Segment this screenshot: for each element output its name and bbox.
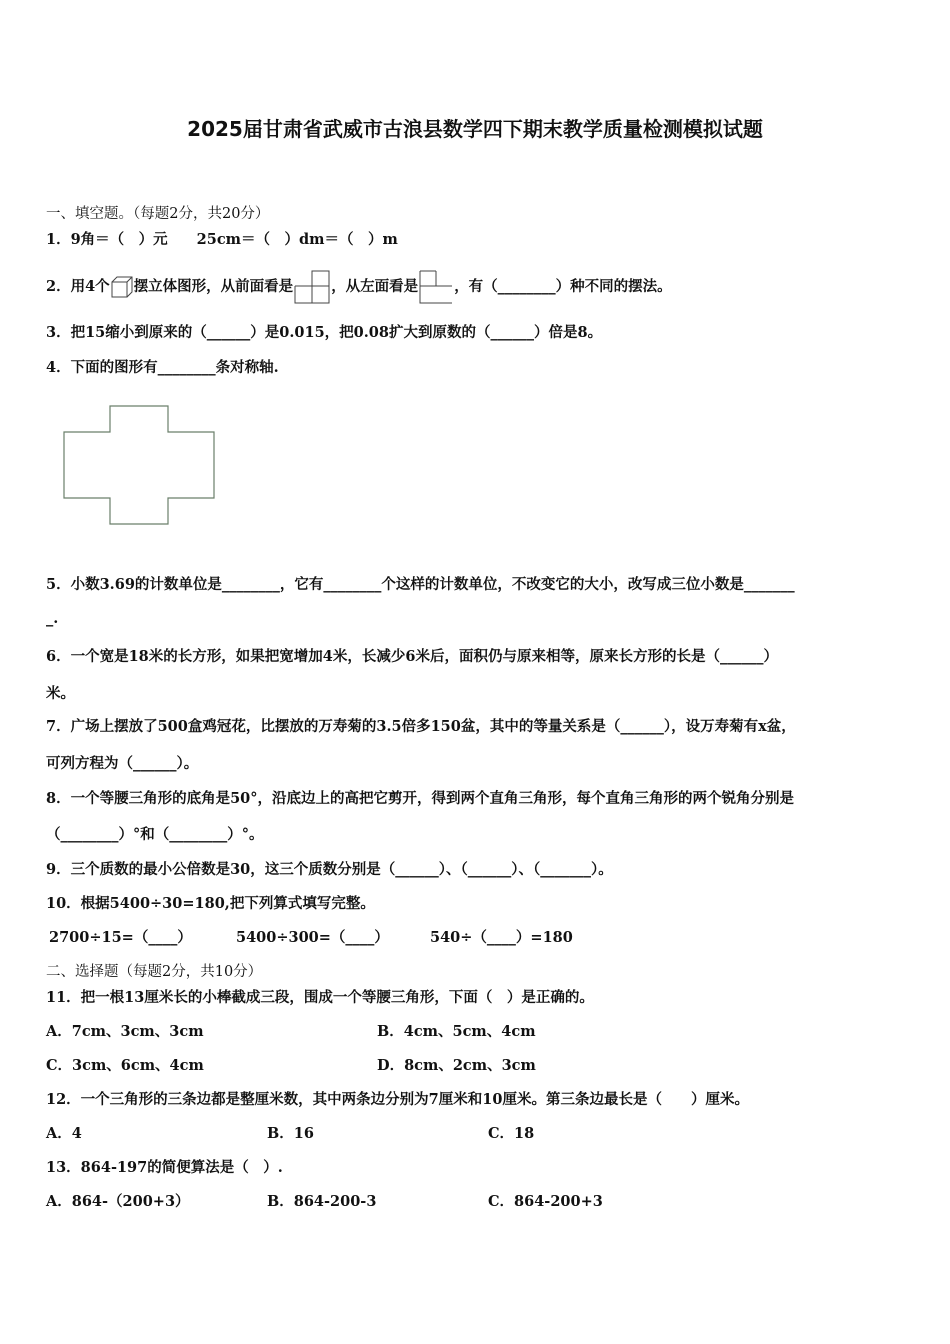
question-5-line-2: _. — [46, 610, 59, 627]
question-12: 12．一个三角形的三条边都是整厘米数，其中两条边分别为7厘米和10厘米。第三条边最长是（ ）厘米。 — [46, 1091, 749, 1108]
question-2-text-a: 2．用4个 — [46, 278, 110, 295]
question-8-line-2: （________）°和（________）°。 — [46, 826, 264, 843]
page-title: 2025届甘肃省武威市古浪县数学四下期末教学质量检测模拟试题 — [187, 117, 763, 141]
question-11-option-c: C．3cm、6cm、4cm — [46, 1057, 204, 1074]
question-11-option-a: A．7cm、3cm、3cm — [46, 1023, 204, 1040]
cube-icon — [111, 276, 133, 298]
question-13-option-a: A．864-（200+3） — [46, 1193, 190, 1210]
question-10-item: 5400÷300=（____） — [236, 929, 389, 946]
question-11-option-d: D．8cm、2cm、3cm — [377, 1057, 536, 1074]
question-10: 10．根据5400÷30=180,把下列算式填写完整。 — [46, 895, 375, 912]
question-2-text-c: ，从左面看是 — [331, 278, 419, 295]
question-12-option-b: B．16 — [267, 1125, 314, 1142]
question-2-text-d: ，有（________）种不同的摆法。 — [454, 278, 672, 295]
question-12-option-c: C．18 — [488, 1125, 535, 1142]
question-6-line-1: 6．一个宽是18米的长方形，如果把宽增加4米，长减少6米后，面积仍与原来相等，原来长方形的长是（______） — [46, 648, 778, 665]
question-11: 11．把一根13厘米长的小棒截成三段，围成一个等腰三角形，下面（ ）是正确的。 — [46, 989, 594, 1006]
question-1: 1．9角＝（ ）元 25cm＝（ ）dm＝（ ）m — [46, 231, 398, 248]
question-10-item: 2700÷15=（____） — [49, 929, 192, 946]
question-2 — [46, 270, 672, 304]
question-9: 9．三个质数的最小公倍数是30，这三个质数分别是（______）、（______）、（_______）。 — [46, 861, 613, 878]
question-4: 4．下面的图形有________条对称轴. — [46, 359, 279, 376]
question-6-line-2: 米。 — [46, 685, 75, 702]
question-8-line-1: 8．一个等腰三角形的底角是50°，沿底边上的高把它剪开，得到两个直角三角形，每个直角三角形的两个锐角分别是 — [46, 790, 795, 807]
question-13-option-b: B．864-200-3 — [267, 1193, 377, 1210]
question-5-line-1: 5．小数3.69的计数单位是________，它有________个这样的计数单位，不改变它的大小，改写成三位小数是_______ — [46, 576, 795, 593]
question-13: 13．864-197的简便算法是（ ）. — [46, 1159, 283, 1176]
section-1-heading: 一、填空题。（每题2分，共20分） — [46, 206, 270, 222]
left-view-icon — [419, 270, 453, 304]
cross-shape-figure — [60, 402, 220, 528]
question-13-option-c: C．864-200+3 — [488, 1193, 603, 1210]
question-11-option-b: B．4cm、5cm、4cm — [377, 1023, 536, 1040]
section-2-heading: 二、选择题（每题2分，共10分） — [46, 964, 263, 980]
question-3: 3．把15缩小到原来的（______）是0.015，把0.08扩大到原数的（______）倍是8。 — [46, 324, 603, 341]
question-7-line-1: 7．广场上摆放了500盒鸡冠花，比摆放的万寿菊的3.5倍多150盆，其中的等量关系是（______），设万寿菊有x盆， — [46, 718, 796, 735]
question-7-line-2: 可列方程为（______）。 — [46, 755, 199, 772]
question-2-text-b: 摆立体图形，从前面看是 — [133, 278, 294, 295]
front-view-icon — [294, 270, 330, 304]
question-12-option-a: A．4 — [46, 1125, 82, 1142]
question-10-item: 540÷（____）=180 — [430, 929, 573, 946]
